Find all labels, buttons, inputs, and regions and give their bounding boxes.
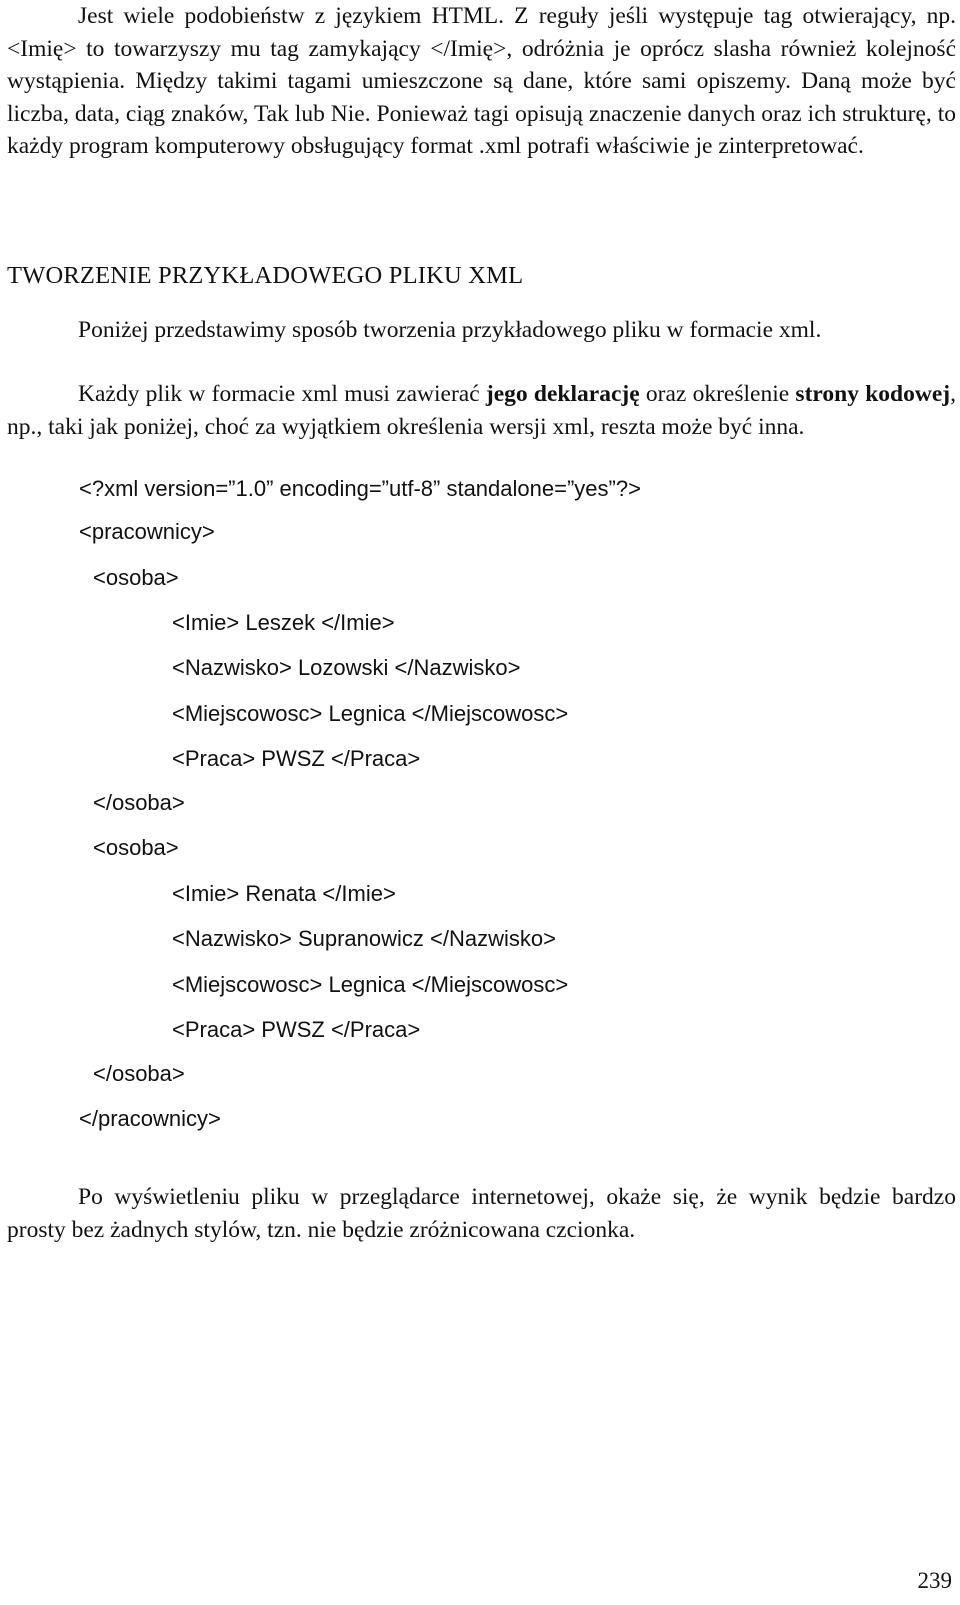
code-line-osoba1-praca: <Praca> PWSZ </Praca> (172, 746, 421, 771)
code-line-osoba2-open: <osoba> (93, 835, 179, 860)
code-line-osoba2-imie: <Imie> Renata </Imie> (172, 881, 396, 906)
lead-paragraph (7, 314, 956, 347)
code-line-osoba2-close: </osoba> (93, 1061, 185, 1086)
outro-text: Po wyświetleniu pliku w przeglądarce internetowej, okaże się, że wynik będzie bardzo prosty bez żadnych stylów, tzn. nie będzie zróżnicowana czcionka. (7, 1184, 956, 1243)
code-line-xml-declaration: <?xml version=”1.0” encoding=”utf-8” standalone=”yes”?> (79, 476, 641, 501)
intro-paragraph (7, 0, 956, 163)
code-line-osoba1-close: </osoba> (93, 790, 185, 815)
code-line-osoba1-imie: <Imie> Leszek </Imie> (172, 610, 395, 635)
code-line-osoba2-miejscowosc: <Miejscowosc> Legnica </Miejscowosc> (172, 972, 569, 997)
decl-text-mid: oraz określenie (639, 381, 796, 407)
code-line-osoba1-open: <osoba> (93, 565, 179, 590)
intro-text: Jest wiele podobieństw z językiem HTML. Z reguły jeśli występuje tag otwierający, np. <Imię> to towarzyszy mu tag zamykający </Imię>, odróżnia je oprócz slasha również kolejność wystąpienia. Między takimi tagami umieszczone są dane, które sami opiszemy. Daną może być liczba, data, ciąg znaków, Tak lub Nie. Ponieważ tagi opisują znaczenie danych oraz ich strukturę, to każdy program komputerowy obsługujący format .xml potrafi właściwie je zinterpretować. (7, 3, 956, 160)
decl-text-after: , np., taki jak poniżej, choć za wyjątkiem określenia wersji xml, reszta może być inna. (7, 381, 956, 440)
decl-text-before: Każdy plik w formacie xml musi zawierać (78, 381, 486, 407)
outro-paragraph (7, 1181, 956, 1246)
lead-text: Poniżej przedstawimy sposób tworzenia przykładowego pliku w formacie xml. (78, 317, 822, 343)
page-number: 239 (917, 1568, 952, 1593)
code-line-root-close: </pracownicy> (79, 1106, 221, 1131)
decl-bold-codepage: strony kodowej (795, 381, 951, 407)
code-line-root-open: <pracownicy> (79, 519, 215, 544)
decl-bold-declaration: jego deklarację (485, 381, 640, 407)
code-line-osoba2-nazwisko: <Nazwisko> Supranowicz </Nazwisko> (172, 926, 556, 951)
code-line-osoba1-nazwisko: <Nazwisko> Lozowski </Nazwisko> (172, 655, 521, 680)
code-line-osoba2-praca: <Praca> PWSZ </Praca> (172, 1017, 421, 1042)
section-heading: TWORZENIE PRZYKŁADOWEGO PLIKU XML (7, 262, 524, 289)
declaration-paragraph (7, 378, 956, 443)
code-line-osoba1-miejscowosc: <Miejscowosc> Legnica </Miejscowosc> (172, 701, 569, 726)
